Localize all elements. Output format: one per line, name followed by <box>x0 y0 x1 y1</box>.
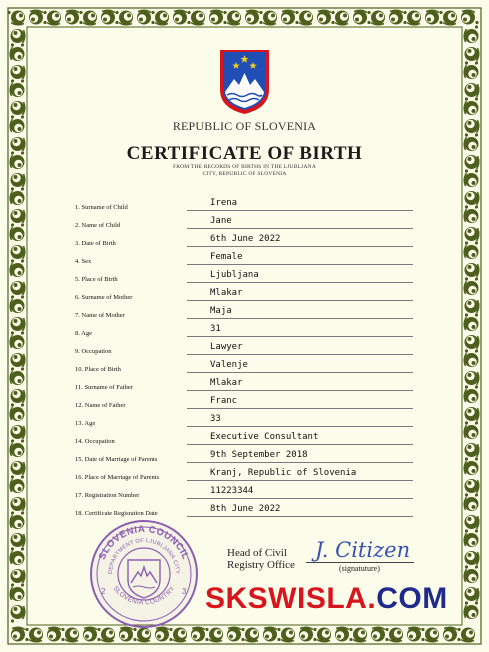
field-underline <box>187 462 413 463</box>
field-label: 8. Age <box>75 330 92 337</box>
field-label: 3. Date of Birth <box>75 240 116 247</box>
field-value: Jane <box>210 216 232 226</box>
field-value: Mlakar <box>210 378 243 388</box>
brand-watermark <box>205 582 448 616</box>
signature-caption: (signatuture) <box>339 564 380 573</box>
field-row <box>0 393 489 411</box>
field-label: 4. Sex <box>75 258 92 265</box>
registry-title-line1: Head of Civil <box>227 547 287 559</box>
field-value: Maja <box>210 306 232 316</box>
field-row <box>0 501 489 519</box>
brand-part2: COM <box>376 582 448 615</box>
republic-heading: REPUBLIC OF SLOVENIA <box>172 119 317 133</box>
field-label: 7. Name of Mother <box>75 312 125 319</box>
field-value: Franc <box>210 396 238 406</box>
field-value: Ljubljana <box>210 270 259 280</box>
field-value: Executive Consultant <box>210 432 319 442</box>
seal-number-right: 3 <box>182 587 187 596</box>
field-underline <box>187 246 413 247</box>
field-row <box>0 411 489 429</box>
field-value: 8th June 2022 <box>210 504 281 514</box>
official-seal <box>88 518 200 630</box>
brand-part1: SKSWISLA <box>205 582 368 615</box>
signature: J. Citizen <box>315 538 411 562</box>
field-label: 2. Name of Child <box>75 222 121 229</box>
field-row <box>0 447 489 465</box>
field-row <box>0 267 489 285</box>
field-underline <box>187 426 413 427</box>
field-row <box>0 249 489 267</box>
field-row <box>0 303 489 321</box>
field-label: 14. Occupation <box>75 438 115 445</box>
field-label: 13. Age <box>75 420 96 427</box>
field-row <box>0 285 489 303</box>
field-row <box>0 375 489 393</box>
field-value: 33 <box>210 414 221 424</box>
field-underline <box>187 228 413 229</box>
field-underline <box>187 210 413 211</box>
field-row <box>0 231 489 249</box>
field-underline <box>187 318 413 319</box>
field-row <box>0 465 489 483</box>
registry-office-title <box>227 547 295 571</box>
field-underline <box>187 282 413 283</box>
field-underline <box>187 372 413 373</box>
field-underline <box>187 444 413 445</box>
certificate-subtitle-line2: CITY, REPUBLIC OF SLOVENIA <box>202 171 287 177</box>
field-underline <box>187 300 413 301</box>
seal-number-left: 2 <box>101 587 106 596</box>
field-label: 6. Surname of Mother <box>75 294 133 301</box>
border-ornament <box>461 10 479 24</box>
border-ornament <box>7 11 25 25</box>
field-value: 11223344 <box>210 486 254 496</box>
field-row <box>0 213 489 231</box>
field-value: 9th September 2018 <box>210 450 308 460</box>
field-value: 6th June 2022 <box>210 234 281 244</box>
field-label: 16. Place of Marriage of Parents <box>75 474 160 481</box>
field-underline <box>187 336 413 337</box>
field-label: 15. Date of Marriage of Parents <box>75 456 158 463</box>
field-underline <box>187 516 413 517</box>
field-value: Irena <box>210 198 238 208</box>
field-value: Mlakar <box>210 288 243 298</box>
field-label: 18. Certificate Regisration Date <box>75 510 158 517</box>
seal-text-bottom: SLOVENIA COUNTRY <box>111 584 177 607</box>
field-label: 12. Name of Father <box>75 402 126 409</box>
registry-title-line2: Registry Office <box>227 559 295 571</box>
certificate-subtitle-line1: FROM THE RECORDS OF BIRTHS IN THE LJUBLJANA <box>173 164 316 170</box>
field-value: Female <box>210 252 243 262</box>
field-value: Lawyer <box>210 342 243 352</box>
field-value: 31 <box>210 324 221 334</box>
field-value: Valenje <box>210 360 248 370</box>
field-label: 5. Place of Birth <box>75 276 118 283</box>
field-label: 11. Surname of Father <box>75 384 133 391</box>
border-ornament <box>464 25 478 43</box>
field-label: 9. Occupation <box>75 348 112 355</box>
field-label: 17. Registration Number <box>75 492 140 499</box>
field-label: 1. Surname of Child <box>75 204 128 211</box>
field-underline <box>187 408 413 409</box>
certificate-title: CERTIFICATE OF BIRTH <box>126 143 363 164</box>
slovenia-coat-of-arms-icon <box>218 46 271 116</box>
field-row <box>0 195 489 213</box>
field-row <box>0 321 489 339</box>
field-underline <box>187 480 413 481</box>
seal-text-inner: DEPARTMENT OF LJUBLJANA CITY <box>107 537 181 575</box>
field-row <box>0 429 489 447</box>
field-label: 10. Place of Birth <box>75 366 121 373</box>
border-ornament <box>11 605 25 623</box>
field-row <box>0 357 489 375</box>
field-underline <box>187 264 413 265</box>
field-row <box>0 339 489 357</box>
seal-text-top: SLOVENIA COUNCIL <box>96 523 192 562</box>
signature-line <box>306 562 414 563</box>
field-underline <box>187 498 413 499</box>
field-row <box>0 483 489 501</box>
field-value: Kranj, Republic of Slovenia <box>210 468 357 478</box>
field-underline <box>187 354 413 355</box>
field-underline <box>187 390 413 391</box>
brand-dot: . <box>367 582 377 615</box>
